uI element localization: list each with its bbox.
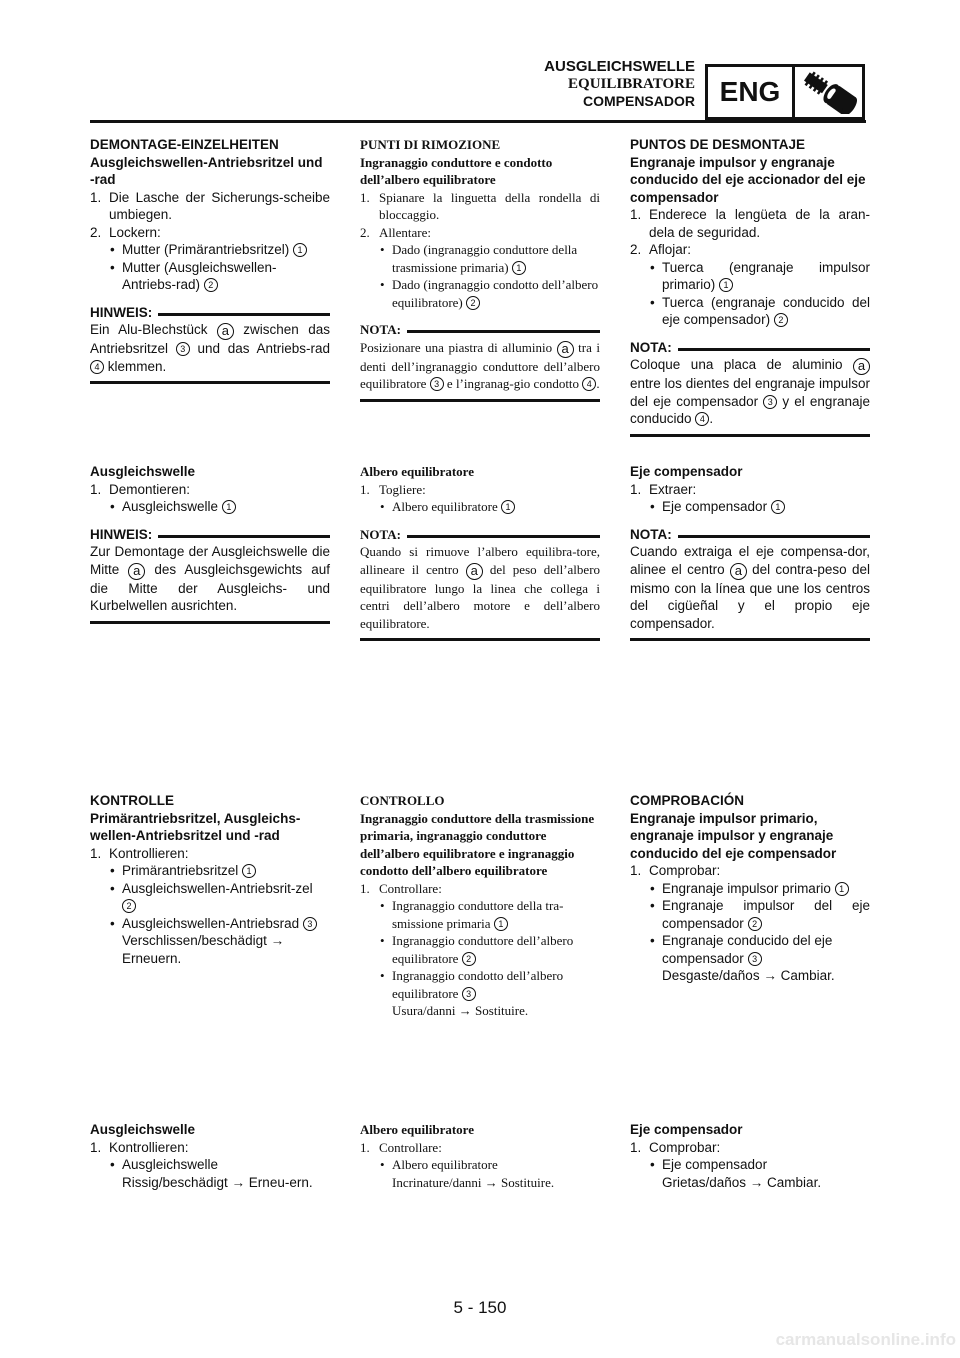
section-title: PUNTOS DE DESMONTAJE (630, 137, 806, 152)
title-spanish: COMPENSADOR (582, 93, 695, 109)
step: 1. Die Lasche der Sicherungs-scheibe umbiegen. (90, 189, 330, 222)
bullet-item: • Ausgleichswellen-Antriebsrit-zel 2 (110, 880, 313, 911)
bullet-item: • Ausgleichswelle 1 (90, 498, 330, 516)
page-number: 5 - 150 (453, 1298, 507, 1317)
ref-number: 1 (719, 278, 733, 292)
de-disassembly-section (90, 136, 330, 384)
ref-letter: a (217, 323, 234, 340)
section-subtitle: Ingranaggio conduttore e condotto dell’albero equilibratore (360, 154, 553, 187)
section-subtitle: Engranaje impulsor y engranaje conducido del eje accionador del eje compensador (630, 154, 866, 205)
note-text: Posizionare una piastra di alluminio a tra i denti dell’ingranaggio conduttore dell’albero equilibratore 3 e l’ingranag-gio condotto 4 . (360, 339, 601, 391)
de-inspection-section (90, 792, 330, 967)
note-text: Coloque una placa de aluminio a entre los dientes del engranaje impulsor del eje compensador 3 y el engranaje conducido 4 . (630, 357, 870, 426)
result-text: Rissig/beschädigt → Erneu-ern. (122, 1174, 313, 1190)
bullet-item: • Ausgleichswellen-Antriebsrad 3 Verschlissen/beschädigt → Erneuern. (90, 915, 330, 968)
it-shaft-inspection-section (360, 1121, 600, 1191)
it-disassembly-section (360, 136, 600, 402)
section-title: Eje compensador (630, 464, 743, 479)
bullet-item: • Tuerca (engranaje conducido del eje compensador) 2 (650, 294, 870, 327)
step: 2. Aflojar: (630, 242, 692, 257)
step: 1. Togliere: (360, 481, 426, 497)
section-subtitle: Ingranaggio conduttore della trasmissione primaria, ingranaggio conduttore dell’albero equilibratore e ingranaggio condotto dell’albero equilibratore (360, 810, 595, 878)
eng-label: ENG (708, 67, 795, 117)
ref-letter: a (128, 563, 145, 580)
note-header: NOTA: (360, 321, 600, 339)
bullet-item: • Dado (ingranaggio condotto dell’albero equilibratore) 2 (380, 277, 599, 310)
title-german: AUSGLEICHSWELLE (544, 58, 695, 75)
note-end-rule (630, 638, 870, 641)
note-text: Cuando extraiga el eje compensa-dor, alinee el centro a del contra-peso del mismo con la línea que une los centros del cigüeñal y el propio eje compensador. (630, 544, 870, 631)
ref-number: 2 (462, 952, 476, 966)
section-title: PUNTI DI RIMOZIONE (360, 137, 501, 152)
section-title: COMPROBACIÓN (630, 793, 744, 808)
note-header: HINWEIS: (90, 526, 330, 544)
bullet-item: • Albero equilibratore 1 (360, 498, 600, 516)
step: 1. Enderece la lengüeta de la aran-dela de seguridad. (630, 207, 870, 240)
es-shaft-removal-section (630, 463, 870, 641)
bullet-item: • Albero equilibratore Incrinature/danni → Sostituire. (380, 1157, 555, 1190)
note-header: HINWEIS: (90, 304, 330, 322)
ref-number: 1 (512, 261, 526, 275)
de-shaft-inspection-section (90, 1121, 330, 1191)
ref-letter: a (557, 341, 574, 358)
ref-letter: a (730, 563, 747, 580)
bullet-item: • Ingranaggio conduttore della tra-smissione primaria 1 (380, 898, 564, 931)
watermark: carmanualsonline.info (775, 1330, 956, 1349)
step: 1. Kontrollieren: (90, 845, 189, 861)
ref-number: 1 (494, 917, 508, 931)
bullet-item: • Engranaje impulsor primario 1 (630, 880, 870, 898)
result-text: Grietas/daños → Cambiar. (662, 1174, 822, 1190)
step: 1. Controllare: (360, 1139, 442, 1155)
ref-number: 3 (763, 395, 777, 409)
section-title: DEMONTAGE-EINZELHEITEN (90, 137, 279, 152)
bullet-item: • Tuerca (engranaje impulsor primario) 1 (650, 259, 870, 292)
section-title: Albero equilibratore (360, 1122, 474, 1137)
bullet-item: • Primärantriebsritzel 1 (90, 862, 330, 880)
step: 1. Comprobar: (630, 863, 721, 878)
section-title: Ausgleichswelle (90, 464, 196, 479)
step: 1. Demontieren: (90, 481, 191, 497)
section-subtitle: Ausgleichswellen-Antriebsritzel und -rad (90, 154, 323, 187)
result-text: Incrinature/danni → Sostituire. (392, 1174, 555, 1190)
ref-number: 2 (466, 296, 480, 310)
section-title: KONTROLLE (90, 793, 174, 808)
ref-number: 4 (582, 377, 596, 391)
ref-number: 3 (430, 377, 444, 391)
section-title: Albero equilibratore (360, 464, 474, 479)
note-end-rule (90, 381, 330, 384)
ref-number: 2 (774, 313, 788, 327)
ref-number: 2 (748, 917, 762, 931)
bullet-item: • Mutter (Primärantriebsritzel) 1 (90, 241, 330, 259)
ref-letter: a (853, 358, 870, 375)
ref-number: 4 (90, 360, 104, 374)
note-end-rule (90, 621, 330, 624)
it-shaft-removal-section (360, 463, 600, 641)
title-italian: EQUILIBRATORE (568, 76, 695, 92)
ref-number: 1 (771, 500, 785, 514)
header-rule (90, 120, 866, 123)
es-shaft-inspection-section (630, 1121, 870, 1191)
ref-number: 1 (242, 864, 256, 878)
result-text: Desgaste/daños → Cambiar. (662, 968, 835, 983)
ref-number: 2 (122, 899, 136, 913)
ref-number: 3 (176, 342, 190, 356)
step: 1. Controllare: (360, 880, 442, 896)
it-inspection-section (360, 792, 600, 1020)
bullet-item: • Eje compensador 1 (630, 498, 870, 516)
note-text: Zur Demontage der Ausgleichswelle die Mitte a des Ausgleichsgewichts auf die Mitte der Ausgleichs- und Kurbelwellen ausrichten. (90, 544, 330, 613)
ref-number: 3 (303, 917, 317, 931)
result-text: Usura/danni → Sostituire. (392, 1003, 529, 1018)
header-titles (544, 58, 695, 110)
step: 1. Spianare la linguetta della rondella di bloccaggio. (360, 189, 600, 222)
bullet-item: • Ingranaggio condotto dell’albero equilibratore 3 Usura/danni → Sostituire. (380, 968, 564, 1018)
step: 1. Kontrollieren: (90, 1139, 189, 1155)
ref-number: 4 (695, 412, 709, 426)
note-text: Quando si rimuove l’albero equilibra-tore, allineare il centro a del peso dell’albero equilibratore lungo la linea che collega i centri dell’albero motore e dell’albero equilibratore. (360, 544, 601, 631)
note-end-rule (360, 399, 600, 402)
es-inspection-section (630, 792, 870, 985)
engine-shaft-icon (795, 67, 862, 117)
bullet-item: • Ingranaggio conduttore dell’albero equilibratore 2 (380, 933, 574, 966)
es-disassembly-section (630, 136, 870, 437)
step: 1. Extraer: (630, 481, 697, 497)
section-subtitle: Primärantriebsritzel, Ausgleichs-wellen-Antriebsritzel und -rad (90, 810, 301, 843)
bullet-item: • Engranaje conducido del eje compensador 3 Desgaste/daños → Cambiar. (650, 933, 835, 983)
ref-number: 1 (501, 500, 515, 514)
step: 1. Comprobar: (630, 1139, 721, 1155)
section-title: Eje compensador (630, 1122, 743, 1137)
ref-number: 2 (204, 278, 218, 292)
bullet-item: • Engranaje impulsor del eje compensador 2 (650, 898, 870, 931)
result-text: Verschlissen/beschädigt → Erneuern. (122, 933, 285, 966)
eng-badge (705, 64, 865, 120)
ref-letter: a (466, 563, 483, 580)
step: 2. Allentare: (360, 224, 431, 240)
ref-number: 3 (748, 952, 762, 966)
ref-number: 1 (222, 500, 236, 514)
bullet-item: • Dado (ingranaggio conduttore della trasmissione primaria) 1 (380, 242, 578, 275)
ref-number: 3 (462, 987, 476, 1001)
section-subtitle: Engranaje impulsor primario, engranaje impulsor y engranaje conducido del eje compensador (630, 810, 837, 861)
note-text: Ein Alu-Blechstück a zwischen das Antriebsritzel 3 und das Antriebs-rad 4 klemmen. (90, 322, 330, 374)
step: 2. Lockern: (90, 224, 161, 240)
bullet-item: • Mutter (Ausgleichswellen-Antriebs-rad) 2 (110, 259, 277, 292)
note-header: NOTA: (360, 526, 600, 544)
ref-number: 1 (835, 882, 849, 896)
section-title: Ausgleichswelle (90, 1122, 196, 1137)
note-end-rule (630, 434, 870, 437)
note-end-rule (360, 638, 600, 641)
section-title: CONTROLLO (360, 793, 445, 808)
bullet-item: • Eje compensador Grietas/daños → Cambiar. (650, 1157, 822, 1190)
note-header: NOTA: (630, 339, 870, 357)
bullet-item: • Ausgleichswelle Rissig/beschädigt → Erneu-ern. (110, 1157, 313, 1190)
note-header: NOTA: (630, 526, 870, 544)
ref-number: 1 (293, 243, 307, 257)
de-shaft-removal-section (90, 463, 330, 624)
